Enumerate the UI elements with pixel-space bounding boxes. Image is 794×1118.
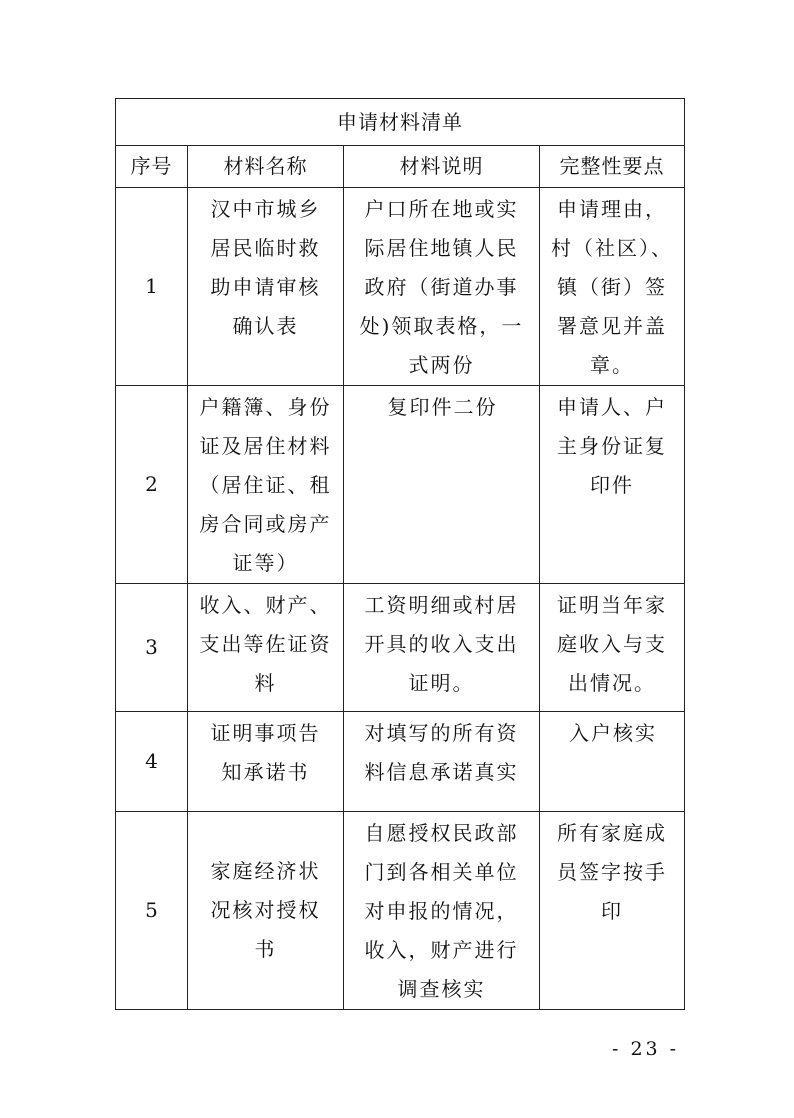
row-desc-cell xyxy=(344,712,540,812)
row-seq: 3 xyxy=(116,584,188,712)
header-desc: 材料说明 xyxy=(344,146,540,188)
row-desc-cell xyxy=(344,386,540,584)
table-row xyxy=(116,386,685,584)
row-desc-cell xyxy=(344,584,540,712)
row-req: 入户核实 xyxy=(569,721,657,745)
row-req: 所有家庭成员签字按手印 xyxy=(557,821,667,923)
row-seq: 5 xyxy=(116,812,188,1010)
header-name: 材料名称 xyxy=(188,146,344,188)
row-name-cell xyxy=(188,712,344,812)
row-desc-cell xyxy=(344,812,540,1010)
row-name: 户籍簿、身份证及居住材料（居住证、租房合同或房产证等） xyxy=(199,395,332,575)
row-desc-cell xyxy=(344,188,540,386)
row-req-cell xyxy=(540,386,685,584)
row-req: 申请理由，村（社区）、镇（街）签署意见并盖章。 xyxy=(551,197,673,377)
header-row xyxy=(116,146,685,188)
row-name: 汉中市城乡居民临时救助申请审核确认表 xyxy=(210,197,321,338)
table-row xyxy=(116,584,685,712)
page-number: - 23 - xyxy=(612,1038,680,1060)
table-row xyxy=(116,712,685,812)
row-req-cell xyxy=(540,712,685,812)
row-name-cell xyxy=(188,584,344,712)
table-row xyxy=(116,188,685,386)
row-name: 收入、财产、支出等佐证资料 xyxy=(199,593,332,695)
header-req: 完整性要点 xyxy=(540,146,685,188)
row-name-cell xyxy=(188,812,344,1010)
row-req-cell xyxy=(540,188,685,386)
row-desc: 工资明细或村居开具的收入支出证明。 xyxy=(364,593,519,695)
row-req: 证明当年家庭收入与支出情况。 xyxy=(557,593,667,695)
row-name-cell xyxy=(188,188,344,386)
header-seq: 序号 xyxy=(116,146,188,188)
row-desc: 复印件二份 xyxy=(387,395,498,419)
row-name: 证明事项告知承诺书 xyxy=(210,721,321,784)
row-desc: 对填写的所有资料信息承诺真实 xyxy=(364,721,519,784)
row-name-cell xyxy=(188,386,344,584)
row-req: 申请人、户主身份证复印件 xyxy=(557,395,667,497)
row-seq: 2 xyxy=(116,386,188,584)
table-row xyxy=(116,812,685,1010)
materials-table xyxy=(115,98,685,1010)
row-desc: 自愿授权民政部门到各相关单位对申报的情况，收入，财产进行调查核实 xyxy=(364,821,519,1001)
table-title: 申请材料清单 xyxy=(116,99,685,146)
row-desc: 户口所在地或实际居住地镇人民政府（街道办事处)领取表格，一式两份 xyxy=(359,197,524,377)
row-seq: 1 xyxy=(116,188,188,386)
row-req-cell xyxy=(540,584,685,712)
row-seq: 4 xyxy=(116,712,188,812)
row-name: 家庭经济状况核对授权书 xyxy=(210,859,321,961)
row-req-cell xyxy=(540,812,685,1010)
